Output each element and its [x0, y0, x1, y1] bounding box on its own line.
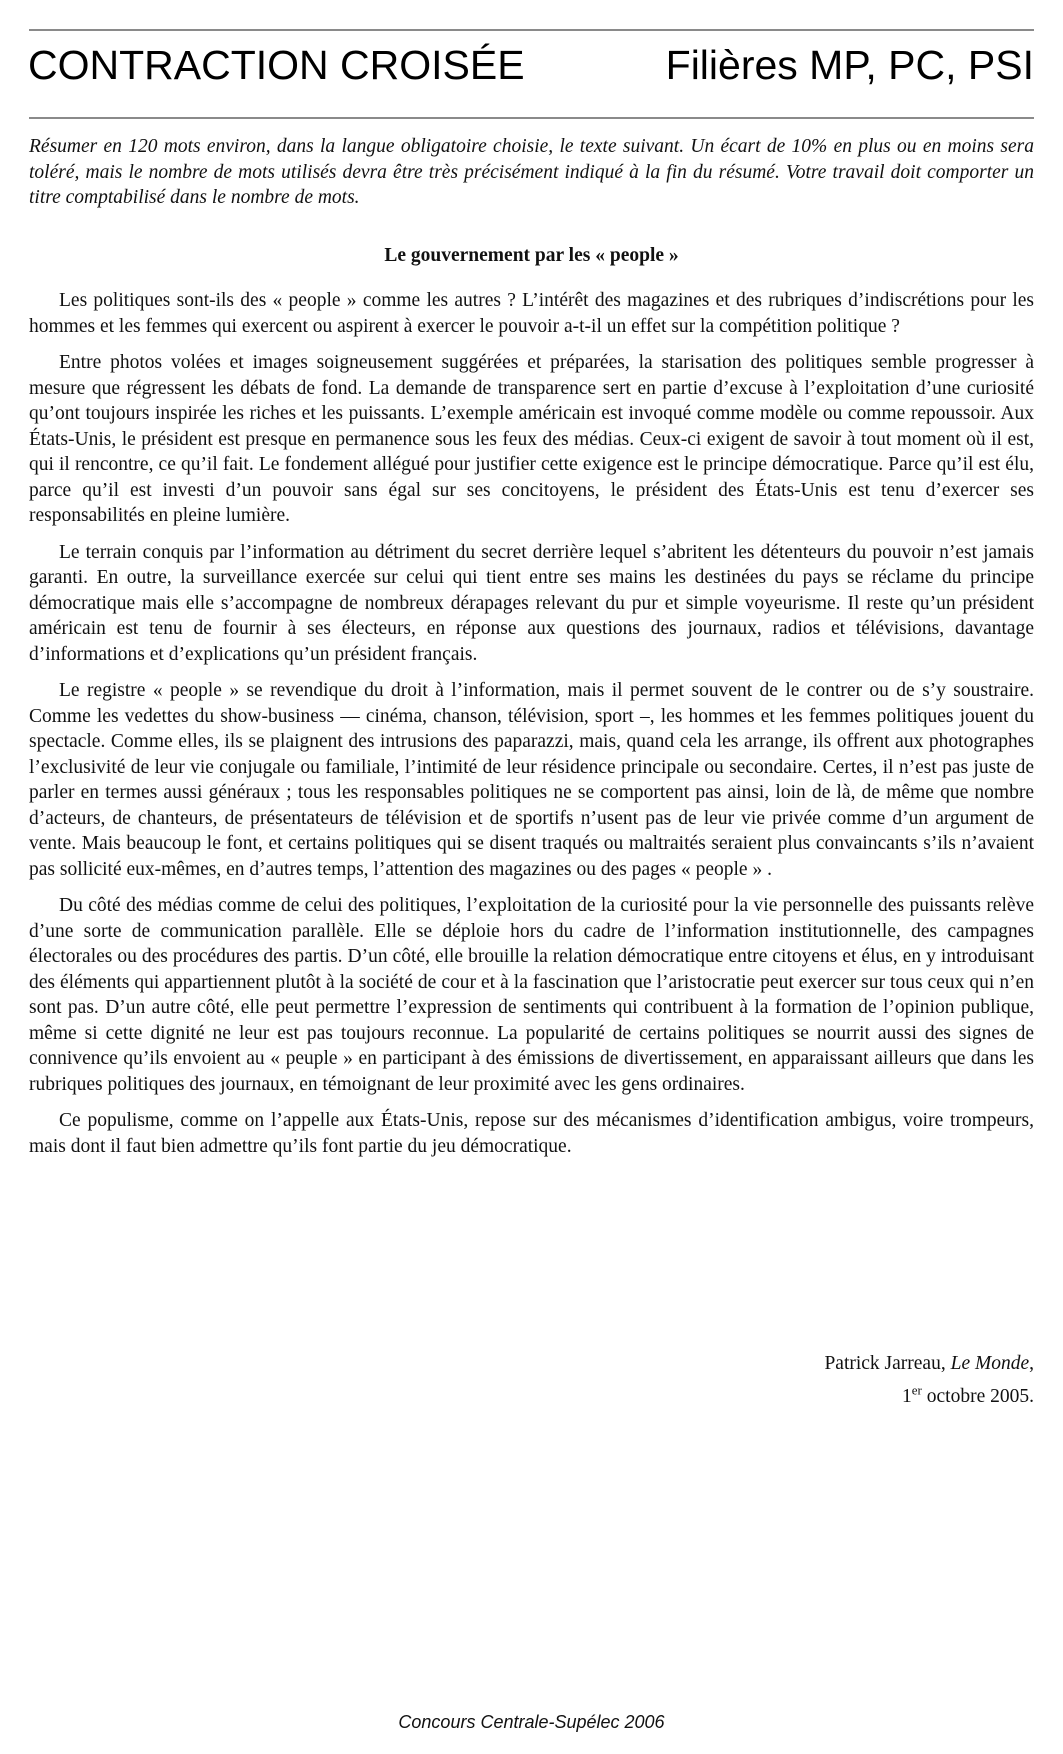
signature-line	[824, 1347, 1034, 1380]
top-rule	[29, 29, 1034, 31]
date-rest: octobre 2005.	[921, 1386, 1034, 1407]
author-name: Patrick Jarreau,	[824, 1353, 946, 1374]
paragraph: Les politiques sont-ils des « people » comme les autres ? L’intérêt des magazines et des rubriques d’indiscrétions pour les hommes et les femmes qui exercent ou aspirent à exercer le pouvoir a-t-il un effet sur la compétition politique ?	[29, 290, 1034, 337]
publication-date	[824, 1380, 1034, 1413]
filieres-label: Filières MP, PC, PSI	[665, 42, 1034, 88]
paragraph: Le registre « people » se revendique du droit à l’information, mais il permet souvent de le contrer ou de s’y soustraire. Comme les vedettes du show-business — cinéma, chanson, télévision, sport –, les hommes et les femmes politiques jouent du spectacle. Comme elles, ils se plaignent des intrusions des paparazzi, mais, quand cela les arrange, ils offrent aux photographes l’exclusivité de leur vie conjugale ou familiale, l’intimité de leur résidence principale ou secondaire. Certes, il n’est pas juste de parler en termes aussi généraux ; tous les responsables politiques ne se comportent pas ainsi, loin de là, de même que nombre d’acteurs, de chanteurs, de présentateurs de télévision et de sportifs n’usent pas de leur vie privée comme d’un argument de vente. Mais beaucoup le font, et certains politiques qui se disent traqués ou maltraités seraient plus convaincants s’ils n’avaient pas sollicité eux-mêmes, en d’autres temps, l’attention des magazines ou des pages « people » .	[29, 680, 1034, 880]
page-title: CONTRACTION CROISÉE	[28, 42, 525, 88]
article-body	[29, 288, 1034, 1170]
header-rule	[29, 117, 1034, 119]
paragraph: Ce populisme, comme on l’appelle aux États-Unis, repose sur des mécanismes d’identification ambigus, voire trompeurs, mais dont il faut bien admettre qu’ils font partie du jeu démocratique.	[29, 1110, 1034, 1157]
signature-comma: ,	[1029, 1353, 1034, 1374]
paragraph: Le terrain conquis par l’information au détriment du secret derrière lequel s’abritent les détenteurs du pouvoir n’est jamais garanti. En outre, la surveillance exercée sur celui qui tient entre ses mains les destinées du pays se réclame du principe démocratique mais elle s’accompagne de nombreux dérapages relevant du pur et simple voyeurisme. Il reste qu’un président américain est tenu de fournir à ses électeurs, en réponse aux questions des journaux, radios et télévisions, davantage d’informations et d’explications qu’un président français.	[29, 541, 1034, 665]
date-day: 1	[902, 1386, 912, 1407]
signature	[824, 1347, 1034, 1413]
footer: Concours Centrale-Supélec 2006	[398, 1712, 665, 1732]
article-title: Le gouvernement par les « people »	[384, 245, 679, 266]
publication-name: Le Monde	[950, 1353, 1030, 1374]
instructions: Résumer en 120 mots environ, dans la langue obligatoire choisie, le texte suivant. Un écart de 10% en plus ou en moins sera toléré, mais le nombre de mots utilisés devra être très précisément indiqué à la fin du résumé. Votre travail doit comporter un titre comptabilisé dans le nombre de mots.	[29, 136, 1034, 208]
date-day-suffix: er	[911, 1382, 922, 1398]
paragraph: Entre photos volées et images soigneusement suggérées et préparées, la starisation des politiques semble progresser à mesure que régressent les débats de fond. La demande de transparence sert en partie d’excuse à l’exploitation d’une curiosité qu’ont toujours inspirée les riches et les puissants. L’exemple américain est invoqué comme modèle ou comme repoussoir. Aux États-Unis, le président est presque en permanence sous les feux des médias. Ceux-ci exigent de savoir à tout moment où il est, qui il rencontre, ce qu’il fait. Le fondement allégué pour justifier cette exigence est le principe démocratique. Parce qu’il est élu, parce qu’il est investi d’un pouvoir sans égal sur ses concitoyens, le président des États-Unis est tenu d’exercer ses responsabilités en pleine lumière.	[29, 352, 1034, 526]
paragraph: Du côté des médias comme de celui des politiques, l’exploitation de la curiosité pour la vie personnelle des puissants relève d’une sorte de communication parallèle. Elle se déploie hors du cadre de l’information institutionnelle, des campagnes électorales ou des procédures des partis. D’un côté, elle brouille la relation démocratique entre citoyens et élus, en y introduisant des éléments qui appartiennent plutôt à la société de cour et à la fascination que l’aristocratie peut exercer sur tous ceux qui n’en sont pas. D’un autre côté, elle peut permettre l’expression de sentiments qui contribuent à la formation de l’opinion publique, même si cette dignité ne leur est pas toujours reconnue. La popularité de certains politiques se nourrit aussi des signes de connivence qu’ils envoient au « peuple » en participant à des émissions de divertissement, en apparaissant ailleurs que dans les rubriques politiques des journaux, en témoignant de leur proximité avec les gens ordinaires.	[29, 895, 1034, 1095]
